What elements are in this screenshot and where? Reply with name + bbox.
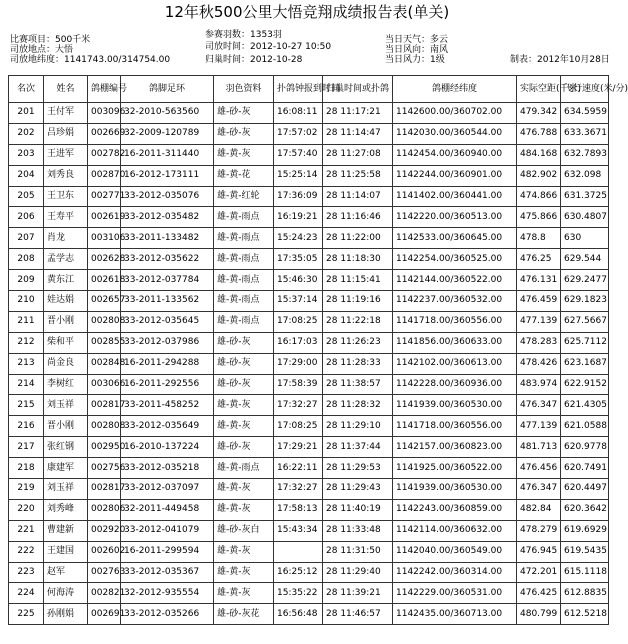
cell-ring: 33-2011-458252 — [121, 395, 214, 416]
cell-ring: 32-2012-935554 — [121, 583, 214, 604]
cell-distance: 478.8 — [517, 228, 561, 249]
cell-color: 雄-黄-灰 — [214, 144, 274, 165]
table-row — [9, 520, 609, 541]
cell-distance: 476.459 — [517, 291, 561, 312]
col-speed: 飞行速度(米/分) — [561, 76, 609, 103]
cell-name: 娃达娟 — [44, 291, 88, 312]
cell-distance: 479.342 — [517, 103, 561, 124]
table-row — [9, 165, 609, 186]
cell-color: 雄-砂-灰 — [214, 353, 274, 374]
cell-rank: 218 — [9, 458, 44, 479]
cell-speed: 629.2477 — [561, 270, 609, 291]
entry-count: 参赛羽数：1353羽 — [205, 30, 282, 40]
cell-return-time: 28 11:38:57 — [323, 374, 393, 395]
cell-rank: 211 — [9, 311, 44, 332]
cell-clock-time: 17:32:27 — [274, 395, 323, 416]
cell-rank: 213 — [9, 353, 44, 374]
cell-rank: 222 — [9, 541, 44, 562]
cell-ring: 33-2012-035649 — [121, 416, 214, 437]
cell-distance: 477.139 — [517, 416, 561, 437]
cell-ring: 33-2012-035266 — [121, 604, 214, 625]
cell-rank: 207 — [9, 228, 44, 249]
cell-loft-coords: 1142244.00/360901.00 — [393, 165, 517, 186]
cell-loft-coords: 1141939.00/360530.00 — [393, 479, 517, 500]
table-row — [9, 458, 609, 479]
cell-rank: 212 — [9, 332, 44, 353]
cell-distance: 481.713 — [517, 437, 561, 458]
cell-rank: 219 — [9, 479, 44, 500]
cell-name: 张红钢 — [44, 437, 88, 458]
cell-loft-id: 003106 — [88, 228, 121, 249]
cell-return-time: 28 11:26:23 — [323, 332, 393, 353]
col-clock-time: 扑鸽钟报到时间 — [274, 76, 323, 103]
cell-name: 王付军 — [44, 103, 88, 124]
cell-return-time: 28 11:18:30 — [323, 249, 393, 270]
cell-ring: 33-2012-041079 — [121, 520, 214, 541]
cell-loft-coords: 1141718.00/360556.00 — [393, 416, 517, 437]
cell-rank: 203 — [9, 144, 44, 165]
release-coords: 司放地纬度：1141743.00/314754.00 — [10, 55, 171, 65]
cell-clock-time: 17:36:09 — [274, 186, 323, 207]
cell-color: 雄-黄-灰 — [214, 541, 274, 562]
table-row — [9, 144, 609, 165]
cell-clock-time: 15:46:30 — [274, 270, 323, 291]
table-row — [9, 123, 609, 144]
cell-color: 雄-砂-灰 — [214, 332, 274, 353]
cell-distance: 476.347 — [517, 479, 561, 500]
cell-distance: 476.347 — [517, 395, 561, 416]
cell-ring: 16-2011-294288 — [121, 353, 214, 374]
cell-rank: 217 — [9, 437, 44, 458]
cell-clock-time — [274, 541, 323, 562]
cell-color: 雄-砂-灰白 — [214, 520, 274, 541]
cell-clock-time: 16:25:12 — [274, 562, 323, 583]
cell-return-time: 28 11:22:18 — [323, 311, 393, 332]
cell-color: 雄-黄-灰 — [214, 416, 274, 437]
cell-loft-coords: 1141939.00/360530.00 — [393, 395, 517, 416]
cell-name: 刘玉祥 — [44, 479, 88, 500]
cell-distance: 482.902 — [517, 165, 561, 186]
cell-speed: 619.6929 — [561, 520, 609, 541]
cell-ring: 33-2012-037784 — [121, 270, 214, 291]
table-row — [9, 583, 609, 604]
cell-color: 雄-黄-雨点 — [214, 311, 274, 332]
cell-speed: 621.4305 — [561, 395, 609, 416]
cell-return-time: 28 11:39:21 — [323, 583, 393, 604]
cell-loft-id: 002848 — [88, 353, 121, 374]
cell-loft-id: 002669 — [88, 123, 121, 144]
cell-return-time: 28 11:29:40 — [323, 562, 393, 583]
cell-ring: 16-2012-173111 — [121, 165, 214, 186]
cell-color: 雄-黄-雨点 — [214, 291, 274, 312]
cell-return-time: 28 11:27:08 — [323, 144, 393, 165]
cell-loft-coords: 1142228.00/360936.00 — [393, 374, 517, 395]
cell-loft-id: 002782 — [88, 144, 121, 165]
cell-name: 孙刚娟 — [44, 604, 88, 625]
cell-distance: 476.788 — [517, 123, 561, 144]
cell-speed: 629.544 — [561, 249, 609, 270]
made-date: 制表：2012年10月28日 — [510, 55, 610, 65]
release-time: 司放时间：2012-10-27 10:50 — [205, 42, 332, 52]
cell-clock-time: 16:19:21 — [274, 207, 323, 228]
cell-speed: 619.5435 — [561, 541, 609, 562]
cell-loft-coords: 1142600.00/360702.00 — [393, 103, 517, 124]
cell-name: 尚金良 — [44, 353, 88, 374]
cell-color: 雄-黄-雨点 — [214, 207, 274, 228]
cell-clock-time: 16:56:48 — [274, 604, 323, 625]
col-color: 羽色资料 — [214, 76, 274, 103]
cell-name: 王建国 — [44, 541, 88, 562]
cell-rank: 215 — [9, 395, 44, 416]
cell-name: 刘秀良 — [44, 165, 88, 186]
cell-loft-coords: 1142114.00/360632.00 — [393, 520, 517, 541]
cell-return-time: 28 11:19:16 — [323, 291, 393, 312]
table-row — [9, 437, 609, 458]
cell-clock-time: 16:17:03 — [274, 332, 323, 353]
cell-loft-id: 002657 — [88, 291, 121, 312]
cell-loft-coords: 1142242.00/360314.00 — [393, 562, 517, 583]
cell-loft-coords: 1141856.00/360633.00 — [393, 332, 517, 353]
race-item: 比赛项目：500千米 — [10, 35, 91, 45]
cell-loft-id: 002619 — [88, 207, 121, 228]
cell-distance: 478.426 — [517, 353, 561, 374]
cell-loft-coords: 1141402.00/360441.00 — [393, 186, 517, 207]
table-row — [9, 374, 609, 395]
cell-loft-id: 002806 — [88, 499, 121, 520]
table-row — [9, 291, 609, 312]
cell-speed: 615.1118 — [561, 562, 609, 583]
cell-loft-id: 002808 — [88, 311, 121, 332]
cell-return-time: 28 11:46:57 — [323, 604, 393, 625]
wind-force: 当日风力：1级 — [385, 55, 445, 65]
table-row — [9, 416, 609, 437]
cell-speed: 612.8835 — [561, 583, 609, 604]
cell-distance: 480.799 — [517, 604, 561, 625]
cell-ring: 16-2011-299594 — [121, 541, 214, 562]
cell-return-time: 28 11:28:33 — [323, 353, 393, 374]
cell-loft-id: 002628 — [88, 249, 121, 270]
cell-speed: 630 — [561, 228, 609, 249]
cell-ring: 33-2012-037986 — [121, 332, 214, 353]
cell-speed: 627.5667 — [561, 311, 609, 332]
cell-rank: 206 — [9, 207, 44, 228]
cell-name: 王寿平 — [44, 207, 88, 228]
cell-ring: 33-2011-133562 — [121, 291, 214, 312]
cell-color: 雄-黄-红轮 — [214, 186, 274, 207]
cell-loft-coords: 1142435.00/360713.00 — [393, 604, 517, 625]
cell-rank: 204 — [9, 165, 44, 186]
cell-color: 雄-黄-灰 — [214, 395, 274, 416]
cell-color: 雄-砂-灰 — [214, 374, 274, 395]
cell-speed: 632.098 — [561, 165, 609, 186]
cell-loft-id: 002817 — [88, 395, 121, 416]
cell-loft-id: 002808 — [88, 416, 121, 437]
cell-loft-id: 002691 — [88, 604, 121, 625]
cell-clock-time: 17:58:13 — [274, 499, 323, 520]
table-row — [9, 499, 609, 520]
cell-return-time: 28 11:17:21 — [323, 103, 393, 124]
cell-loft-id: 002763 — [88, 562, 121, 583]
cell-rank: 220 — [9, 499, 44, 520]
cell-return-time: 28 11:33:48 — [323, 520, 393, 541]
col-loft-coords: 鸽棚经纬度 — [393, 76, 517, 103]
table-row — [9, 311, 609, 332]
cell-ring: 33-2012-035645 — [121, 311, 214, 332]
table-row — [9, 541, 609, 562]
cell-loft-id: 002920 — [88, 520, 121, 541]
cell-loft-id: 002618 — [88, 270, 121, 291]
table-row — [9, 186, 609, 207]
cell-ring: 33-2012-035076 — [121, 186, 214, 207]
cell-color: 雄-黄-雨点 — [214, 249, 274, 270]
cell-clock-time: 17:08:25 — [274, 416, 323, 437]
cell-loft-id: 002870 — [88, 165, 121, 186]
cell-loft-coords: 1142533.00/360645.00 — [393, 228, 517, 249]
table-row — [9, 270, 609, 291]
cell-rank: 209 — [9, 270, 44, 291]
cell-speed: 632.7893 — [561, 144, 609, 165]
col-name: 姓名 — [44, 76, 88, 103]
cell-name: 曹建新 — [44, 520, 88, 541]
cell-rank: 223 — [9, 562, 44, 583]
table-row — [9, 103, 609, 124]
cell-speed: 620.3642 — [561, 499, 609, 520]
cell-ring: 32-2009-120789 — [121, 123, 214, 144]
cell-clock-time: 15:24:23 — [274, 228, 323, 249]
cell-color: 雄-黄-花 — [214, 165, 274, 186]
table-row — [9, 562, 609, 583]
cell-loft-coords: 1142454.00/360940.00 — [393, 144, 517, 165]
cell-loft-id: 002602 — [88, 541, 121, 562]
table-row — [9, 332, 609, 353]
cell-name: 王进军 — [44, 144, 88, 165]
cell-name: 康建军 — [44, 458, 88, 479]
cell-clock-time: 17:32:27 — [274, 479, 323, 500]
cell-name: 孟学志 — [44, 249, 88, 270]
table-row — [9, 207, 609, 228]
cell-return-time: 28 11:40:19 — [323, 499, 393, 520]
cell-rank: 208 — [9, 249, 44, 270]
cell-clock-time: 15:35:22 — [274, 583, 323, 604]
cell-ring: 33-2011-133482 — [121, 228, 214, 249]
cell-return-time: 28 11:14:07 — [323, 186, 393, 207]
cell-clock-time: 15:37:14 — [274, 291, 323, 312]
cell-ring: 33-2012-035482 — [121, 207, 214, 228]
cell-loft-coords: 1141925.00/360522.00 — [393, 458, 517, 479]
cell-rank: 214 — [9, 374, 44, 395]
cell-name: 肖龙 — [44, 228, 88, 249]
cell-ring: 33-2012-035218 — [121, 458, 214, 479]
cell-distance: 476.25 — [517, 249, 561, 270]
cell-clock-time: 16:08:11 — [274, 103, 323, 124]
cell-loft-coords: 1142030.00/360544.00 — [393, 123, 517, 144]
cell-distance: 475.866 — [517, 207, 561, 228]
table-row — [9, 604, 609, 625]
cell-loft-id: 002771 — [88, 186, 121, 207]
table-body — [9, 103, 609, 625]
cell-ring: 16-2011-311440 — [121, 144, 214, 165]
cell-color: 雄-砂-灰 — [214, 103, 274, 124]
cell-return-time: 28 11:31:50 — [323, 541, 393, 562]
cell-color: 雄-黄-雨点 — [214, 228, 274, 249]
cell-clock-time: 17:29:00 — [274, 353, 323, 374]
cell-loft-coords: 1142220.00/360513.00 — [393, 207, 517, 228]
cell-name: 黄东江 — [44, 270, 88, 291]
cell-speed: 631.3725 — [561, 186, 609, 207]
table-row — [9, 228, 609, 249]
cell-return-time: 28 11:28:32 — [323, 395, 393, 416]
release-place: 司放地点：大悟 — [10, 45, 74, 55]
cell-loft-id: 002855 — [88, 332, 121, 353]
cell-color: 雄-砂-灰 — [214, 437, 274, 458]
cell-name: 晋小刚 — [44, 416, 88, 437]
cell-name: 李树红 — [44, 374, 88, 395]
cell-loft-coords: 1142237.00/360532.00 — [393, 291, 517, 312]
cell-rank: 216 — [9, 416, 44, 437]
cell-speed: 625.7112 — [561, 332, 609, 353]
col-distance: 实际空距(千米) — [517, 76, 561, 103]
cell-distance: 472.201 — [517, 562, 561, 583]
weather: 当日天气：多云 — [385, 35, 449, 45]
results-table — [8, 75, 628, 625]
cell-speed: 622.9152 — [561, 374, 609, 395]
cell-rank: 205 — [9, 186, 44, 207]
cell-return-time: 28 11:15:41 — [323, 270, 393, 291]
cell-name: 吕珍娟 — [44, 123, 88, 144]
cell-name: 赵军 — [44, 562, 88, 583]
col-loft-id: 鸽棚编号 — [88, 76, 121, 103]
cell-ring: 32-2011-449458 — [121, 499, 214, 520]
cell-rank: 225 — [9, 604, 44, 625]
cell-name: 晋小刚 — [44, 311, 88, 332]
cell-return-time: 28 11:29:53 — [323, 458, 393, 479]
cell-rank: 202 — [9, 123, 44, 144]
cell-distance: 478.279 — [517, 520, 561, 541]
cell-clock-time: 15:25:14 — [274, 165, 323, 186]
cell-distance: 476.425 — [517, 583, 561, 604]
table-header-row — [9, 76, 609, 103]
cell-distance: 476.131 — [517, 270, 561, 291]
cell-ring: 33-2012-037097 — [121, 479, 214, 500]
cell-distance: 483.974 — [517, 374, 561, 395]
cell-color: 雄-砂-灰 — [214, 123, 274, 144]
cell-distance: 482.84 — [517, 499, 561, 520]
cell-clock-time: 17:57:40 — [274, 144, 323, 165]
cell-speed: 630.4807 — [561, 207, 609, 228]
cell-color: 雄-黄-灰 — [214, 499, 274, 520]
col-rank: 名次 — [9, 76, 44, 103]
cell-distance: 484.168 — [517, 144, 561, 165]
cell-loft-coords: 1142157.00/360823.00 — [393, 437, 517, 458]
cell-loft-id: 002817 — [88, 479, 121, 500]
cell-rank: 201 — [9, 103, 44, 124]
cell-ring: 33-2012-035622 — [121, 249, 214, 270]
cell-name: 王卫东 — [44, 186, 88, 207]
cell-return-time: 28 11:25:58 — [323, 165, 393, 186]
cell-return-time: 28 11:29:10 — [323, 416, 393, 437]
cell-loft-coords: 1142040.00/360549.00 — [393, 541, 517, 562]
cell-color: 雄-黄-雨点 — [214, 458, 274, 479]
cell-name: 柴和平 — [44, 332, 88, 353]
cell-loft-coords: 1142254.00/360525.00 — [393, 249, 517, 270]
cell-distance: 478.283 — [517, 332, 561, 353]
cell-ring: 32-2010-563560 — [121, 103, 214, 124]
wind-direction: 当日风向：南风 — [385, 45, 449, 55]
cell-speed: 620.4497 — [561, 479, 609, 500]
cell-loft-coords: 1142144.00/360522.00 — [393, 270, 517, 291]
cell-speed: 634.5959 — [561, 103, 609, 124]
cell-clock-time: 17:57:02 — [274, 123, 323, 144]
cell-speed: 623.1687 — [561, 353, 609, 374]
table-row — [9, 479, 609, 500]
cell-clock-time: 15:43:34 — [274, 520, 323, 541]
cell-rank: 210 — [9, 291, 44, 312]
cell-rank: 224 — [9, 583, 44, 604]
cell-speed: 621.0588 — [561, 416, 609, 437]
table-row — [9, 353, 609, 374]
cell-color: 雄-黄-灰 — [214, 583, 274, 604]
col-return-time: 归巢时间或扑鸽 — [323, 76, 393, 103]
table-row — [9, 395, 609, 416]
cell-color: 雄-砂-灰花 — [214, 604, 274, 625]
cell-speed: 620.7491 — [561, 458, 609, 479]
cell-loft-coords: 1142243.00/360859.00 — [393, 499, 517, 520]
cell-ring: 16-2011-292556 — [121, 374, 214, 395]
cell-speed: 629.1823 — [561, 291, 609, 312]
cell-distance: 477.139 — [517, 311, 561, 332]
cell-loft-id: 002756 — [88, 458, 121, 479]
cell-clock-time: 17:35:05 — [274, 249, 323, 270]
cell-speed: 620.9778 — [561, 437, 609, 458]
cell-return-time: 28 11:22:00 — [323, 228, 393, 249]
cell-speed: 612.5218 — [561, 604, 609, 625]
cell-return-time: 28 11:37:44 — [323, 437, 393, 458]
cell-loft-coords: 1142102.00/360613.00 — [393, 353, 517, 374]
cell-clock-time: 17:08:25 — [274, 311, 323, 332]
cell-color: 雄-黄-灰 — [214, 479, 274, 500]
cell-color: 雄-黄-雨点 — [214, 270, 274, 291]
cell-ring: 33-2012-035367 — [121, 562, 214, 583]
cell-loft-id: 003066 — [88, 374, 121, 395]
cell-name: 刘玉祥 — [44, 395, 88, 416]
cell-distance: 476.945 — [517, 541, 561, 562]
cell-loft-coords: 1141718.00/360556.00 — [393, 311, 517, 332]
cell-rank: 221 — [9, 520, 44, 541]
cell-color: 雄-黄-灰 — [214, 562, 274, 583]
cell-clock-time: 16:22:11 — [274, 458, 323, 479]
cell-ring: 16-2010-137224 — [121, 437, 214, 458]
col-ring: 鸽脚足环 — [121, 76, 214, 103]
cell-name: 刘秀峰 — [44, 499, 88, 520]
report-title: 12年秋500公里大悟竞翔成绩报告表(单关) — [164, 3, 450, 21]
cell-return-time: 28 11:16:46 — [323, 207, 393, 228]
cell-distance: 476.456 — [517, 458, 561, 479]
cell-loft-id: 002950 — [88, 437, 121, 458]
cell-clock-time: 17:29:21 — [274, 437, 323, 458]
table-row — [9, 249, 609, 270]
cell-loft-coords: 1142229.00/360531.00 — [393, 583, 517, 604]
cell-return-time: 28 11:14:47 — [323, 123, 393, 144]
cell-return-time: 28 11:29:43 — [323, 479, 393, 500]
cell-clock-time: 17:58:39 — [274, 374, 323, 395]
cell-name: 何海涛 — [44, 583, 88, 604]
return-time: 归巢时间：2012-10-28 — [205, 55, 303, 65]
cell-distance: 474.866 — [517, 186, 561, 207]
cell-loft-id: 002821 — [88, 583, 121, 604]
cell-loft-id: 003096 — [88, 103, 121, 124]
cell-speed: 633.3671 — [561, 123, 609, 144]
